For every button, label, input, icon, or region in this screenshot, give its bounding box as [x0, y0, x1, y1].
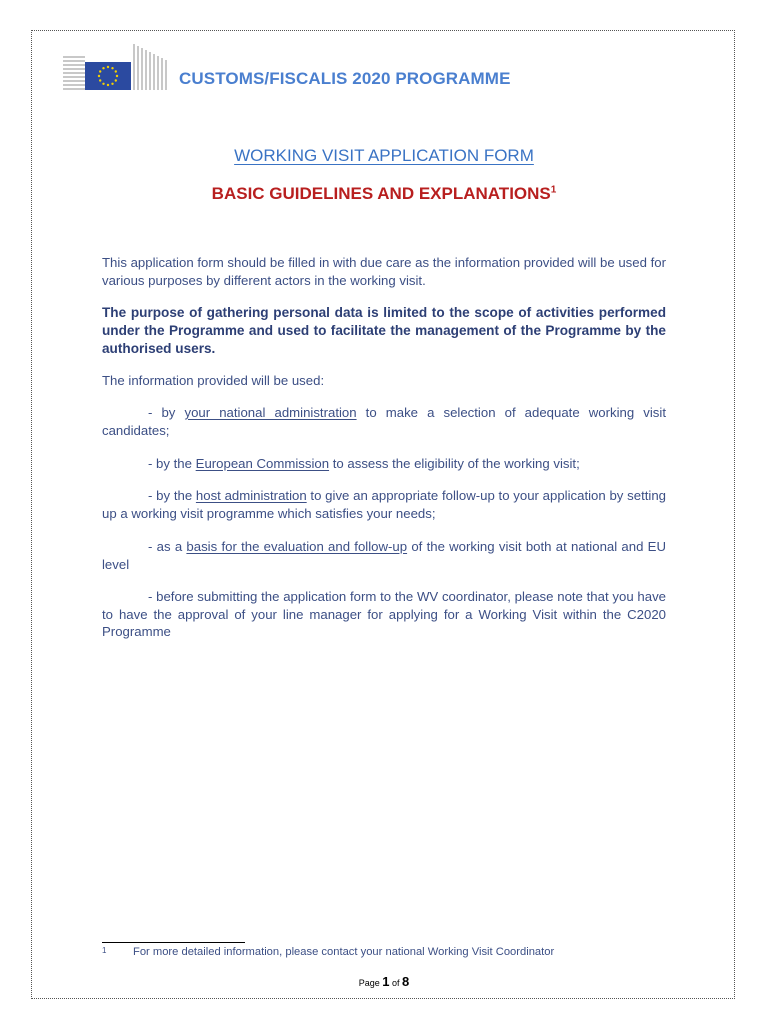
intro-paragraph: This application form should be filled in with due care as the information provided will be used for various purposes by different actors in the working visit. — [102, 255, 666, 288]
list-item: - by the European Commission to assess the eligibility of the working visit; — [148, 456, 580, 471]
european-commission-logo — [63, 42, 169, 92]
footnote-separator — [102, 942, 245, 943]
form-title: WORKING VISIT APPLICATION FORM — [234, 146, 534, 165]
national-administration-term: your national administration — [184, 405, 357, 420]
list-item: - by your national administration to make a selection of adequate working visit candidates; — [102, 405, 666, 438]
approval-note: - before submitting the application form to the WV coordinator, please note that you have to have the approval of your line manager for applying for a Working Visit within the C2020 Programme — [102, 589, 666, 640]
page-number: Page 1 of 8 — [358, 974, 410, 989]
footnote-reference[interactable]: 1 — [550, 184, 557, 196]
european-commission-term: European Commission — [195, 456, 330, 471]
guidelines-title: BASIC GUIDELINES AND EXPLANATIONS$^1$ — [211, 184, 557, 203]
evaluation-basis-term: basis for the evaluation and follow-up — [186, 539, 408, 554]
host-administration-term: host administration — [195, 488, 307, 503]
usage-intro: The information provided will be used: — [102, 373, 325, 388]
footnote-text: For more detailed information, please contact your national Working Visit Coordinator — [133, 946, 555, 958]
list-item: - as a basis for the evaluation and follow-up of the working visit both at national and EU level — [102, 539, 666, 572]
programme-title: CUSTOMS/FISCALIS 2020 PROGRAMME — [179, 69, 511, 88]
list-item: - by the host administration to give an appropriate follow-up to your application by setting up a working visit programme which satisfies your needs; — [102, 488, 667, 521]
purpose-paragraph: The purpose of gathering personal data is limited to the scope of activities performed under the Programme and used to facilitate the management of the Programme by the authorised users. — [102, 305, 666, 356]
footnote-marker: 1 — [102, 946, 107, 955]
